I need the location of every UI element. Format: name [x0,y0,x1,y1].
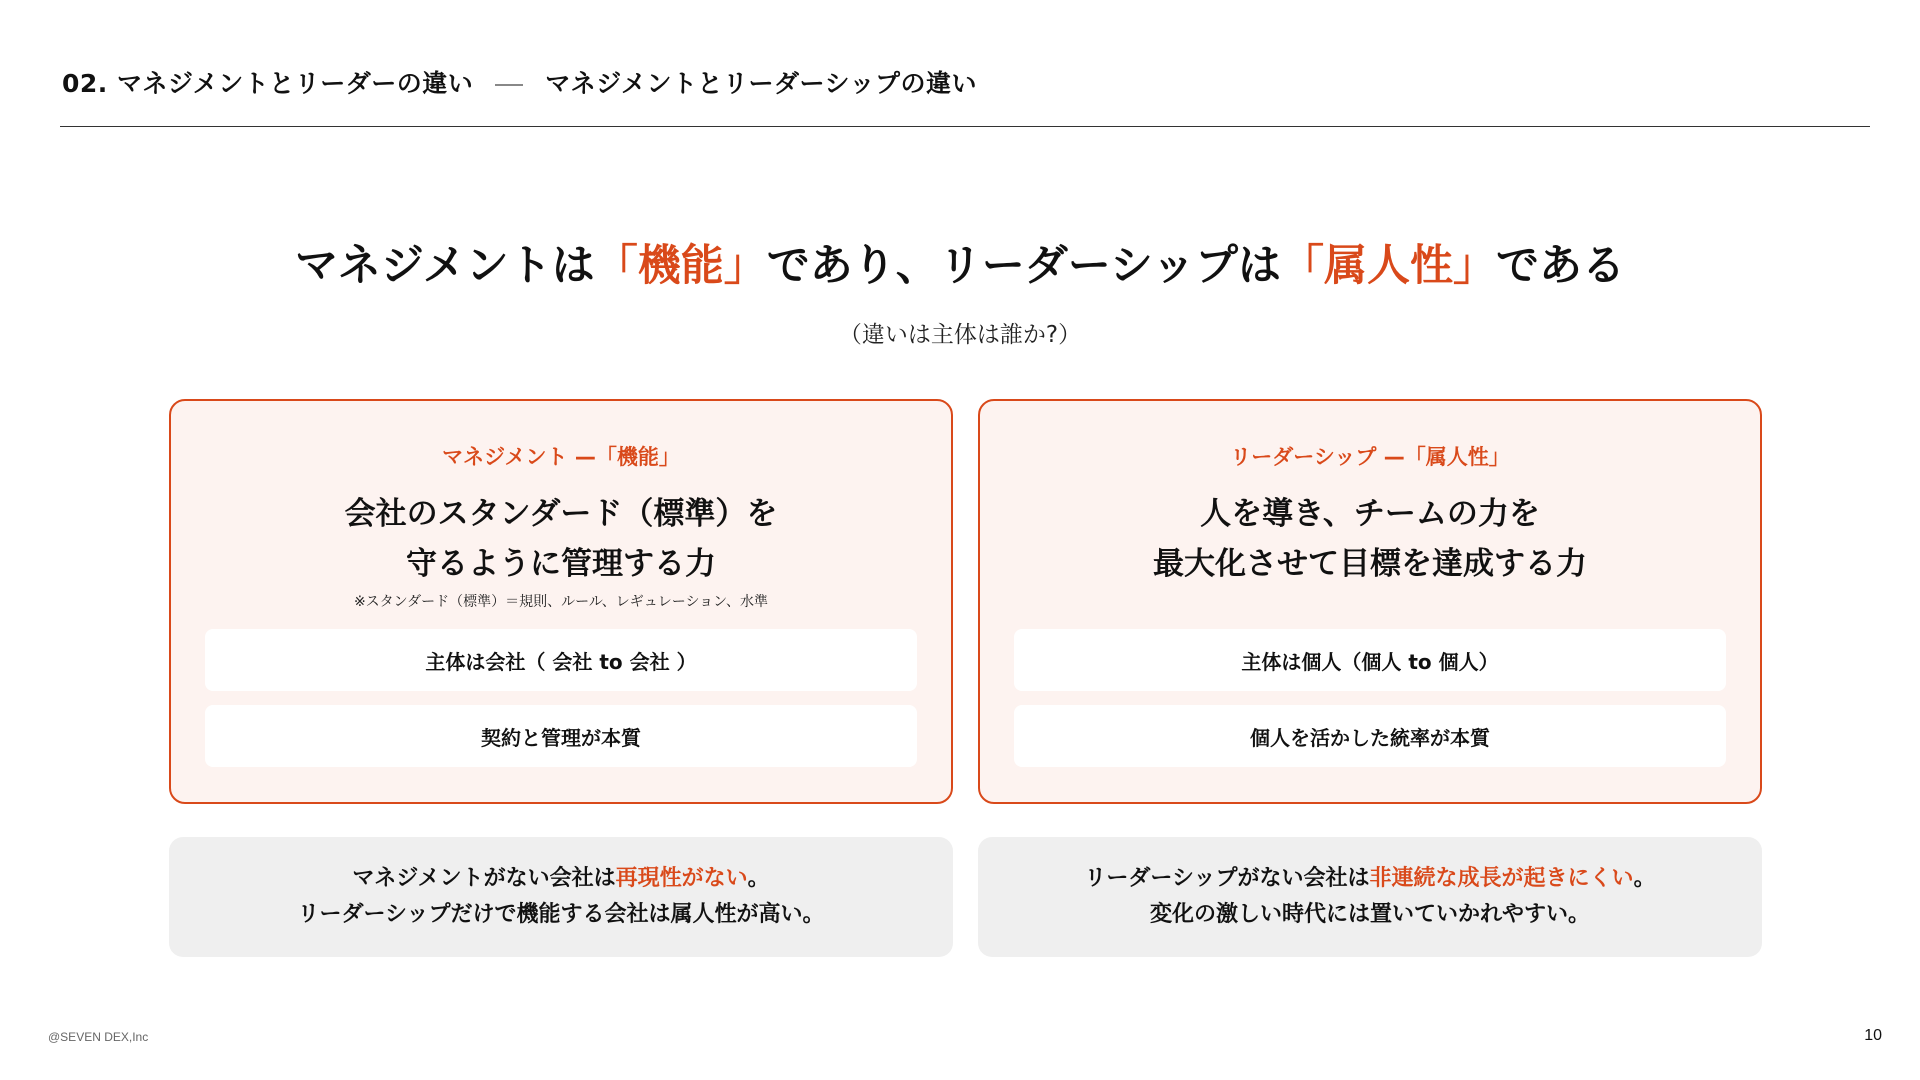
card-note: ※スタンダード（標準）＝規則、ルール、レギュレーション、水準 [353,594,769,610]
headline [0,232,1920,293]
card-title-line1: 会社のスタンダード（標準）を [344,496,778,532]
summary-line1 [352,861,769,897]
card-title [171,489,951,589]
subline: （違いは主体は誰か?） [838,322,1082,348]
summary-line2: 変化の激しい時代には置いていかれやすい。 [1149,902,1590,927]
summary-text: 。 [747,866,770,891]
summary-text: 。 [1633,866,1656,891]
summary-text: リーダーシップがない会社は [1084,866,1370,891]
header-rule [60,126,1870,127]
headline-part1: マネジメントは [295,241,595,291]
copyright: @SEVEN DEX,Inc [48,1030,149,1044]
summary-accent: 非連続な成長が起きにくい [1369,866,1634,891]
headline-part3: である [1496,241,1625,291]
slide-header [62,64,977,100]
card-title [980,489,1760,589]
management-summary [169,837,953,957]
summary-line2: リーダーシップだけで機能する会社は属人性が高い。 [297,902,825,927]
card-pill-subject: 主体は個人（個人 to 個人） [1014,629,1726,691]
summary-accent: 再現性がない [615,866,748,891]
headline-accent2: 「属人性」 [1281,241,1496,291]
card-label: マネジメント —「機能」 [442,445,680,469]
card-title-line2: 最大化させて目標を達成する力 [1153,546,1587,582]
headline-part2: であり、リーダーシップは [766,241,1281,291]
card-title-line1: 人を導き、チームの力を [1200,496,1540,532]
management-card [169,399,953,804]
section-title: 02. マネジメントとリーダーの違い [62,69,474,98]
card-pill-essence: 契約と管理が本質 [205,705,917,767]
card-title-line2: 守るように管理する力 [406,546,716,582]
summary-line1 [1084,861,1655,897]
topic-title: マネジメントとリーダーシップの違い [545,69,978,98]
leadership-summary [978,837,1762,957]
page-number: 10 [1864,1027,1882,1044]
header-divider [495,84,523,86]
card-label: リーダーシップ —「属人性」 [1230,445,1510,469]
card-pill-essence: 個人を活かした統率が本質 [1014,705,1726,767]
headline-accent1: 「機能」 [594,241,767,291]
summary-text: マネジメントがない会社は [352,866,616,891]
leadership-card [978,399,1762,804]
card-pill-subject: 主体は会社（ 会社 to 会社 ） [205,629,917,691]
